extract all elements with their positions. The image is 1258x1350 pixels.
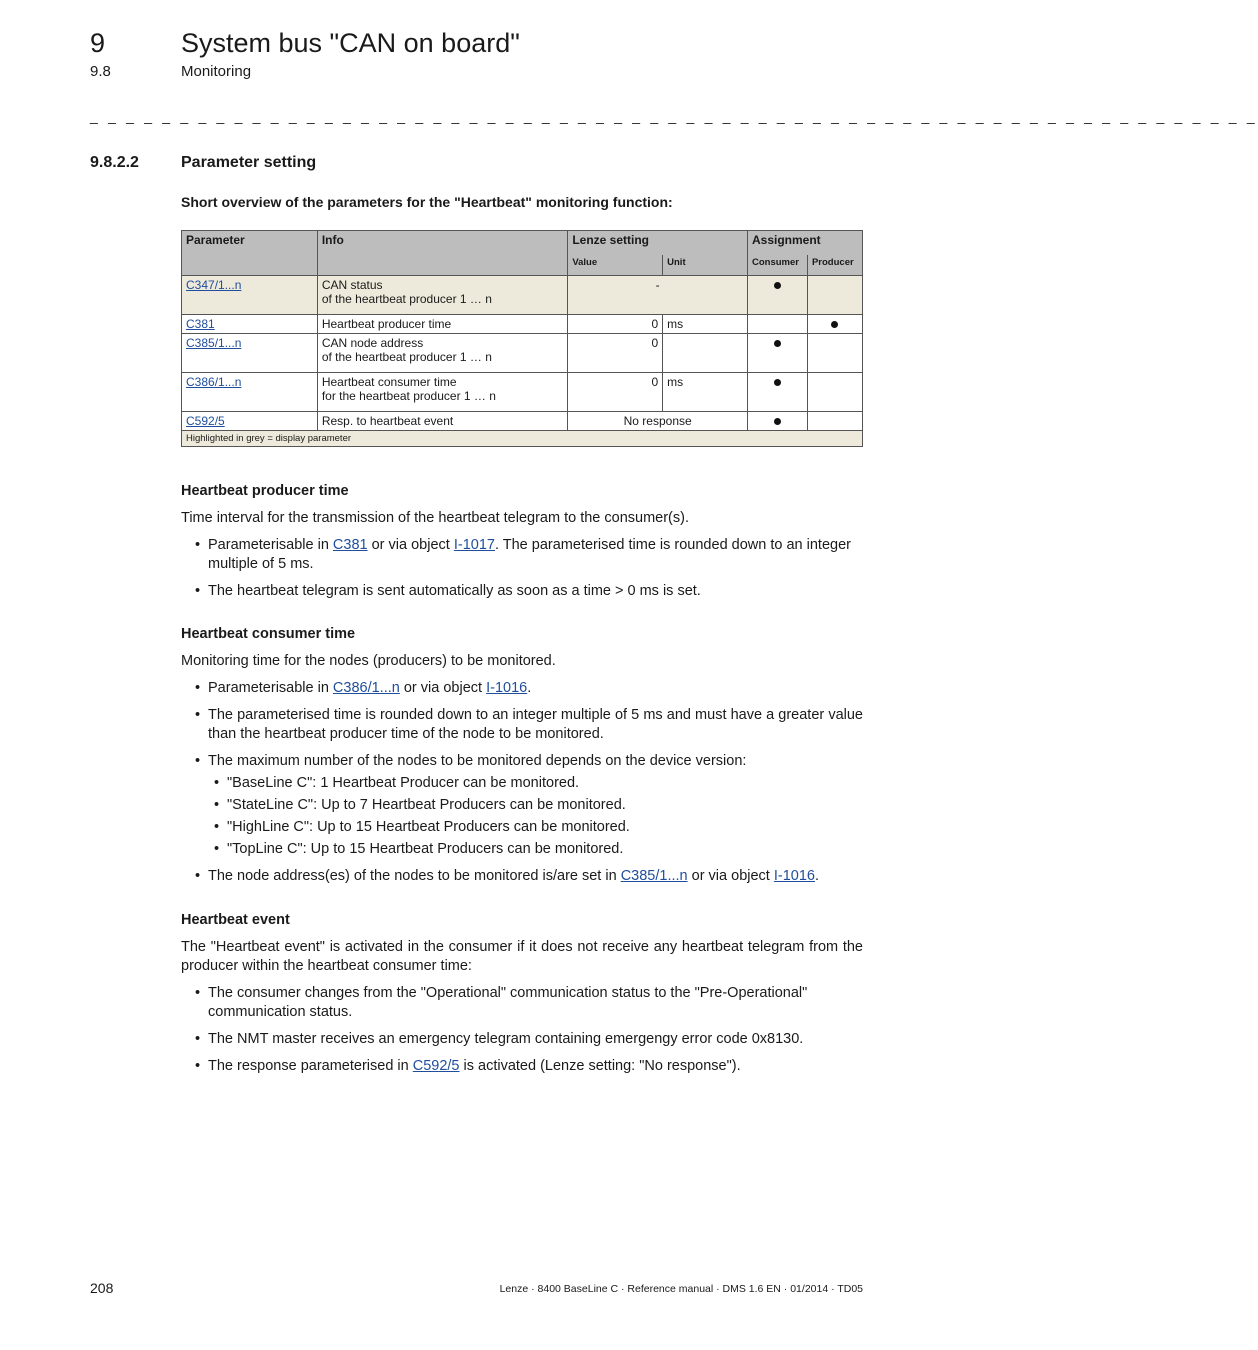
th-lenze-setting: Lenze setting [568,231,748,255]
param-link-c385[interactable]: C385/1...n [186,336,242,350]
consumer-time-section [181,625,863,894]
list-item: • The response parameterised in C592/5 is activated (Lenze setting: "No response"). [181,1057,863,1076]
link-c386[interactable]: C386/1...n [332,680,400,696]
link-c385[interactable]: C385/1...n [620,868,688,884]
consumer-dot-icon [774,282,781,289]
link-c592[interactable]: C592/5 [412,1058,460,1074]
th-value: Value [568,255,663,276]
th-unit: Unit [663,255,748,276]
producer-time-heading: Heartbeat producer time [181,483,349,499]
row-unit: ms [663,373,748,412]
list-item: • The maximum number of the nodes to be monitored depends on the device version: • "BaseLine C": 1 Heartbeat Producer can be monitored. • "StateLine C": Up to 7 Heartbeat Producers can be monitored. • "HighLine C": Up to 15 Heartbeat Producers can be monitored. • "TopLine C": Up to 15 Heartbeat Producers can be monitored. [181,752,863,859]
list-item: • The parameterised time is rounded down to an integer multiple of 5 ms and must have a greater value than the heartbeat producer time of the node to be monitored. [181,706,863,744]
table-row [182,373,863,412]
row-unit: ms [663,315,748,334]
sub-list-item: • "HighLine C": Up to 15 Heartbeat Producers can be monitored. [208,818,863,837]
link-i1017[interactable]: I-1017 [453,537,495,553]
consumer-time-text: Monitoring time for the nodes (producers) to be monitored. [181,653,556,669]
th-info: Info [317,231,568,276]
list-item: • The NMT master receives an emergency telegram containing emergengy error code 0x8130. [181,1030,863,1049]
section-number: 9.8 [90,63,111,80]
consumer-dot-icon [774,379,781,386]
sub-list-item: • "StateLine C": Up to 7 Heartbeat Producers can be monitored. [208,796,863,815]
chapter-number: 9 [90,28,106,58]
row-value: 0 [568,315,663,334]
row-info: CAN node address [321,336,424,350]
consumer-time-heading: Heartbeat consumer time [181,626,356,642]
list-item: • The consumer changes from the "Operational" communication status to the "Pre-Operational" communication status. [181,984,863,1022]
row-info: Resp. to heartbeat event [317,412,568,431]
link-c381[interactable]: C381 [332,537,368,553]
section-title: Monitoring [181,63,252,80]
list-item: • The heartbeat telegram is sent automatically as soon as a time > 0 ms is set. [181,582,863,601]
page-footer: Lenze · 8400 BaseLine C · Reference manual · DMS 1.6 EN · 01/2014 · TD05 [499,1283,863,1295]
list-item: • Parameterisable in C381 or via object I-1017. The parameterised time is rounded down to an integer multiple of 5 ms. [181,536,863,574]
table-row [182,334,863,373]
th-parameter: Parameter [182,231,318,276]
header-divider: _ _ _ _ _ _ _ _ _ _ _ _ _ _ _ _ _ _ _ _ _ _ _ _ _ _ _ _ _ _ _ _ _ _ _ _ _ _ _ _ _ _ _ _ _ _ _ _ _ _ _ _ _ _ _ _ _ _ _ _ _ _ _ _ _ [90,108,1258,124]
event-section [181,911,863,1084]
th-consumer: Consumer [747,255,807,276]
row-info: Heartbeat producer time [317,315,568,334]
producer-time-section [181,482,863,609]
chapter-title: System bus "CAN on board" [181,28,520,58]
row-info-detail: for the heartbeat producer 1 … n [321,389,496,403]
table-intro: Short overview of the parameters for the "Heartbeat" monitoring function: [181,194,673,210]
consumer-dot-icon [774,340,781,347]
param-link-c347[interactable]: C347/1...n [186,278,242,292]
link-i1016[interactable]: I-1016 [486,680,528,696]
row-value: 0 [568,373,663,412]
row-info-detail: of the heartbeat producer 1 … n [321,292,492,306]
event-text: The "Heartbeat event" is activated in the consumer if it does not receive any heartbeat telegram from the producer within the heartbeat consumer time: [181,939,863,974]
producer-dot-icon [831,321,838,328]
producer-time-text: Time interval for the transmission of the heartbeat telegram to the consumer(s). [181,510,689,526]
table-footnote: Highlighted in grey = display parameter [182,431,863,447]
param-link-c592[interactable]: C592/5 [186,414,225,428]
page-number: 208 [90,1280,114,1296]
sub-list-item: • "TopLine C": Up to 15 Heartbeat Producers can be monitored. [208,840,863,859]
link-i1016-2[interactable]: I-1016 [773,868,815,884]
row-info-detail: of the heartbeat producer 1 … n [321,350,492,364]
th-assignment: Assignment [747,231,862,255]
event-heading: Heartbeat event [181,912,290,928]
param-link-c386[interactable]: C386/1...n [186,375,242,389]
list-item: • The node address(es) of the nodes to be monitored is/are set in C385/1...n or via object I-1016. [181,867,863,886]
table-row [182,276,863,315]
row-value: - [568,276,748,315]
list-item: • Parameterisable in C386/1...n or via object I-1016. [181,679,863,698]
row-info: CAN status [321,278,383,292]
parameter-table [181,230,863,447]
table-row [182,412,863,431]
row-info: Heartbeat consumer time [321,375,457,389]
th-producer: Producer [807,255,862,276]
param-link-c381[interactable]: C381 [186,317,215,331]
table-row [182,315,863,334]
row-value: 0 [568,334,663,373]
row-value: No response [568,412,748,431]
consumer-dot-icon [774,418,781,425]
subsection-title: Parameter setting [181,154,317,171]
subsection-number: 9.8.2.2 [90,154,139,171]
sub-list-item: • "BaseLine C": 1 Heartbeat Producer can be monitored. [208,774,863,793]
